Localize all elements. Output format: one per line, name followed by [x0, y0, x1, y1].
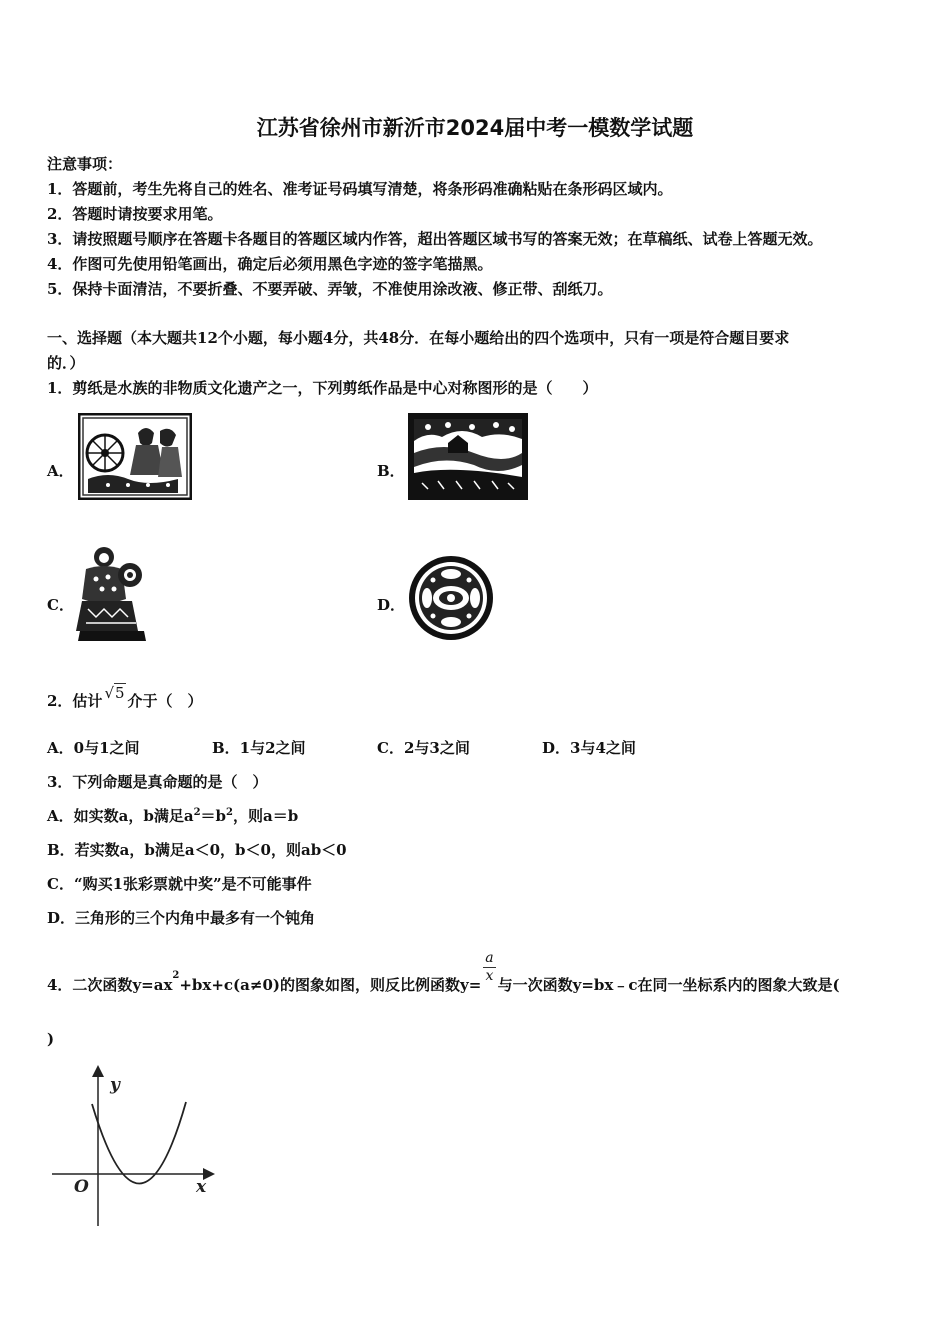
- parabola-graph: [48, 1064, 218, 1229]
- q4-stem: [47, 950, 840, 994]
- q3-stem: 3．下列命题是真命题的是（ ）: [47, 773, 268, 791]
- parabola-curve: [92, 1102, 186, 1184]
- q2-option-a: A．0与1之间: [47, 739, 140, 757]
- page-title: 江苏省徐州市新沂市2024届中考一模数学试题: [256, 116, 694, 140]
- q1-option-a-label: A．: [47, 462, 74, 480]
- fraction-denominator: x: [485, 968, 494, 984]
- fraction-numerator: a: [485, 950, 494, 966]
- q2-option-b: B．1与2之间: [212, 739, 306, 757]
- notice-item-3: 3．请按照题号顺序在答题卡各题目的答题区域内作答，超出答题区域书写的答案无效；在草稿纸、试卷上答题无效。: [47, 230, 823, 248]
- q3-sup-a: 2: [193, 807, 201, 818]
- q4-stem-mid: +bx+c(a≠0)的图象如图，则反比例函数y=: [179, 975, 482, 994]
- section-heading-line1: 一、选择题（本大题共12个小题，每小题4分，共48分．在每小题给出的四个选项中，只有一项是符合题目要求: [47, 329, 790, 347]
- notice-item-5: 5．保持卡面清洁，不要折叠、不要弄破、弄皱，不准使用涂改液、修正带、刮纸刀。: [47, 280, 613, 298]
- x-axis-label: x: [196, 1177, 207, 1197]
- sqrt-five: √5: [104, 684, 125, 702]
- q1-option-d-label: D．: [377, 596, 406, 614]
- fraction-a-over-x: [483, 950, 495, 985]
- notice-item-2: 2．答题时请按要求用笔。: [47, 205, 223, 223]
- papercut-c-image: [76, 545, 148, 644]
- q1-option-b-label: B．: [377, 462, 405, 480]
- notice-item-1: 1．答题前，考生先将自己的姓名、准考证号码填写清楚，将条形码准确粘贴在条形码区域内。: [47, 180, 673, 198]
- q3-option-a-post: ，则a＝b: [233, 807, 299, 825]
- q2-stem-post: 介于（ ）: [127, 692, 203, 710]
- q4-stem-post: 与一次函数y=bx﹣c在同一坐标系内的图象大致是(: [497, 975, 840, 994]
- q3-option-d: D．三角形的三个内角中最多有一个钝角: [47, 909, 316, 927]
- papercut-b-image: [408, 413, 528, 500]
- q3-option-a-pre: A．如实数a，b满足a: [47, 807, 194, 825]
- section-heading-line2: 的．）: [47, 354, 85, 372]
- papercut-d-image: [407, 552, 495, 644]
- q2-option-c: C．2与3之间: [377, 739, 470, 757]
- q4-stem-pre: 4．二次函数y=ax: [47, 975, 173, 994]
- q2-stem: [47, 684, 203, 711]
- q3-option-b: B．若实数a，b满足a＜0，b＜0，则ab＜0: [47, 841, 347, 859]
- q1-option-c-label: C．: [47, 596, 74, 614]
- q3-option-a-mid: ＝b: [200, 807, 227, 825]
- q3-option-c: C．“购买1张彩票就中奖”是不可能事件: [47, 875, 312, 893]
- q4-sup: 2: [172, 969, 180, 981]
- notice-heading: 注意事项：: [47, 155, 123, 173]
- q1-stem: 1．剪纸是水族的非物质文化遗产之一，下列剪纸作品是中心对称图形的是（ ）: [47, 379, 598, 397]
- q2-option-d: D．3与4之间: [542, 739, 636, 757]
- q2-stem-pre: 2．估计: [47, 692, 103, 710]
- q3-option-a: [47, 805, 298, 826]
- q3-sup-b: 2: [226, 807, 234, 818]
- papercut-a-image: [78, 413, 192, 500]
- notice-item-4: 4．作图可先使用铅笔画出，确定后必须用黑色字迹的签字笔描黑。: [47, 255, 493, 273]
- q4-stem-close: ): [47, 1030, 55, 1048]
- sqrt-radicand: 5: [115, 684, 125, 702]
- y-axis-label: y: [110, 1075, 120, 1095]
- origin-label: O: [74, 1177, 89, 1197]
